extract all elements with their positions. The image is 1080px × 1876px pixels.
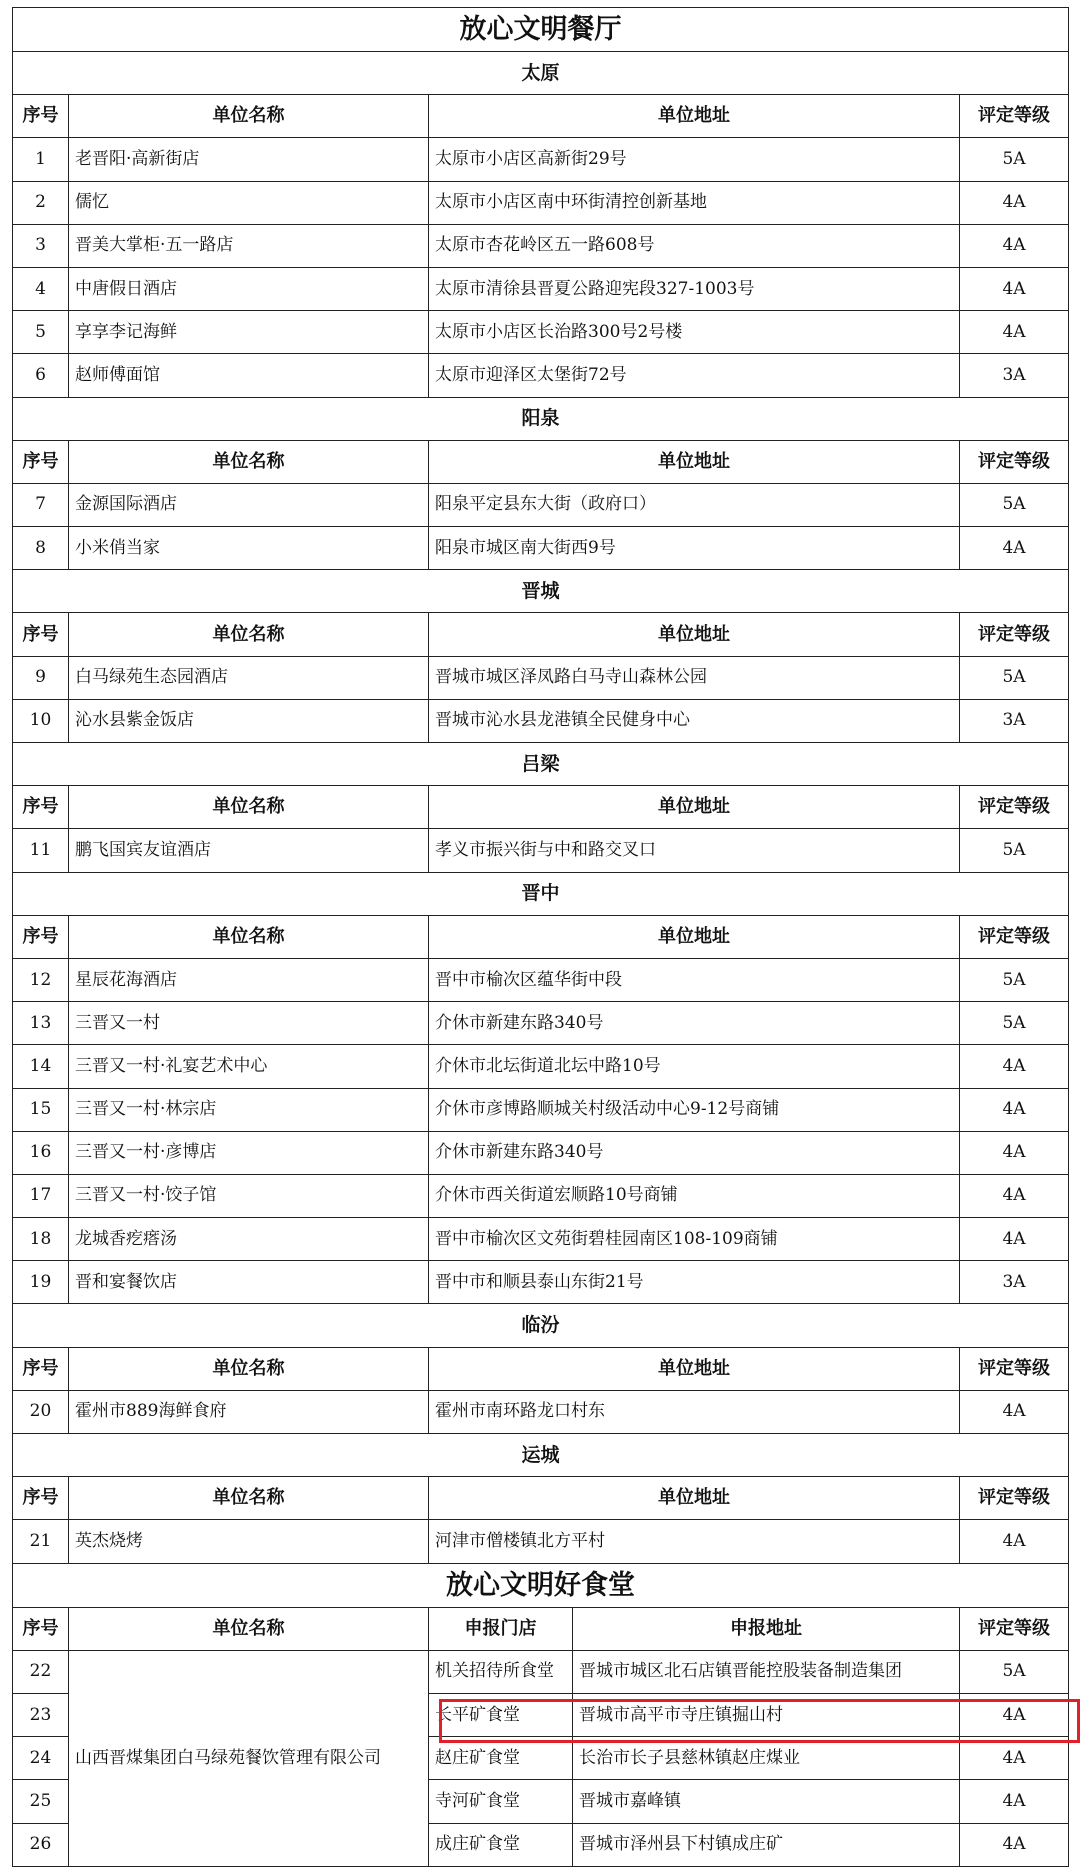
table-row	[13, 656, 1069, 699]
header-address: 单位地址	[429, 440, 960, 483]
row-index: 12	[13, 958, 69, 1001]
table-row	[13, 1261, 1069, 1304]
rating: 4A	[960, 1045, 1069, 1088]
unit-name: 白马绿苑生态园酒店	[69, 656, 429, 699]
table-row	[13, 311, 1069, 354]
unit-address: 晋城市城区泽凤路白马寺山森林公园	[429, 656, 960, 699]
unit-address: 晋中市榆次区蕴华街中段	[429, 958, 960, 1001]
row-index: 23	[13, 1693, 69, 1736]
rating: 4A	[960, 267, 1069, 310]
region-name: 阳泉	[13, 397, 1069, 440]
store-name: 机关招待所食堂	[429, 1650, 573, 1693]
store-address: 晋城市嘉峰镇	[573, 1780, 960, 1823]
header-rating: 评定等级	[960, 440, 1069, 483]
rating: 4A	[960, 1823, 1069, 1866]
row-index: 5	[13, 311, 69, 354]
store-name: 寺河矿食堂	[429, 1780, 573, 1823]
table-row	[13, 958, 1069, 1001]
header-row	[13, 1347, 1069, 1390]
unit-address: 阳泉平定县东大街（政府口）	[429, 483, 960, 526]
unit-name: 金源国际酒店	[69, 483, 429, 526]
table-row	[13, 354, 1069, 397]
unit-address: 介休市新建东路340号	[429, 1002, 960, 1045]
rating: 4A	[960, 1780, 1069, 1823]
rating: 5A	[960, 829, 1069, 872]
table-row	[13, 1174, 1069, 1217]
table-row	[13, 1045, 1069, 1088]
rating: 5A	[960, 656, 1069, 699]
rating: 3A	[960, 699, 1069, 742]
unit-name: 三晋又一村·饺子馆	[69, 1174, 429, 1217]
row-index: 18	[13, 1218, 69, 1261]
header-unit-name: 单位名称	[69, 786, 429, 829]
table-row	[13, 1088, 1069, 1131]
header-unit-name: 单位名称	[69, 1477, 429, 1520]
header-address: 单位地址	[429, 915, 960, 958]
rating: 4A	[960, 1390, 1069, 1433]
table-row	[13, 829, 1069, 872]
row-index: 9	[13, 656, 69, 699]
header-rating: 评定等级	[960, 1607, 1069, 1650]
header-unit-name: 单位名称	[69, 1347, 429, 1390]
row-index: 10	[13, 699, 69, 742]
header-row	[13, 1477, 1069, 1520]
unit-name: 小米俏当家	[69, 527, 429, 570]
rating-table-body	[13, 8, 1069, 1867]
row-index: 1	[13, 138, 69, 181]
rating: 4A	[960, 1737, 1069, 1780]
region-name: 临汾	[13, 1304, 1069, 1347]
rating: 4A	[960, 527, 1069, 570]
section-title-row	[13, 8, 1069, 52]
region-name: 吕梁	[13, 743, 1069, 786]
header-address: 单位地址	[429, 1477, 960, 1520]
unit-address: 太原市杏花岭区五一路608号	[429, 224, 960, 267]
table-row	[13, 1390, 1069, 1433]
header-address: 单位地址	[429, 1347, 960, 1390]
store-address: 长治市长子县慈林镇赵庄煤业	[573, 1737, 960, 1780]
rating-sheet	[12, 7, 1068, 1867]
unit-address: 介休市北坛街道北坛中路10号	[429, 1045, 960, 1088]
rating: 4A	[960, 181, 1069, 224]
rating: 4A	[960, 1131, 1069, 1174]
row-index: 3	[13, 224, 69, 267]
rating: 5A	[960, 138, 1069, 181]
unit-address: 太原市迎泽区太堡街72号	[429, 354, 960, 397]
header-row	[13, 95, 1069, 138]
unit-address: 孝义市振兴街与中和路交叉口	[429, 829, 960, 872]
header-index: 序号	[13, 1607, 69, 1650]
unit-address: 晋中市榆次区文苑街碧桂园南区108-109商铺	[429, 1218, 960, 1261]
header-index: 序号	[13, 786, 69, 829]
unit-name: 中唐假日酒店	[69, 267, 429, 310]
unit-name: 山西晋煤集团白马绿苑餐饮管理有限公司	[69, 1650, 429, 1866]
rating: 4A	[960, 311, 1069, 354]
unit-name: 晋美大掌柜·五一路店	[69, 224, 429, 267]
rating: 5A	[960, 958, 1069, 1001]
header-row	[13, 915, 1069, 958]
rating: 3A	[960, 354, 1069, 397]
unit-name: 晋和宴餐饮店	[69, 1261, 429, 1304]
header-rating: 评定等级	[960, 1347, 1069, 1390]
unit-address: 霍州市南环路龙口村东	[429, 1390, 960, 1433]
table-row	[13, 1520, 1069, 1563]
header-address: 申报地址	[573, 1607, 960, 1650]
table-row	[13, 1650, 1069, 1693]
row-index: 15	[13, 1088, 69, 1131]
header-unit-name: 单位名称	[69, 1607, 429, 1650]
region-name: 运城	[13, 1434, 1069, 1477]
rating: 4A	[960, 1174, 1069, 1217]
unit-address: 太原市小店区长治路300号2号楼	[429, 311, 960, 354]
section-title-row	[13, 1563, 1069, 1607]
table-row	[13, 1131, 1069, 1174]
store-address: 晋城市泽州县下村镇成庄矿	[573, 1823, 960, 1866]
section-title: 放心文明好食堂	[13, 1563, 1069, 1607]
row-index: 19	[13, 1261, 69, 1304]
region-name: 太原	[13, 52, 1069, 95]
unit-address: 太原市小店区南中环街清控创新基地	[429, 181, 960, 224]
header-rating: 评定等级	[960, 613, 1069, 656]
unit-name: 三晋又一村·礼宴艺术中心	[69, 1045, 429, 1088]
row-index: 25	[13, 1780, 69, 1823]
rating: 4A	[960, 1088, 1069, 1131]
region-row	[13, 1304, 1069, 1347]
header-unit-name: 单位名称	[69, 915, 429, 958]
store-name: 成庄矿食堂	[429, 1823, 573, 1866]
unit-address: 河津市僧楼镇北方平村	[429, 1520, 960, 1563]
store-name: 赵庄矿食堂	[429, 1737, 573, 1780]
row-index: 14	[13, 1045, 69, 1088]
rating: 5A	[960, 1650, 1069, 1693]
unit-address: 太原市清徐县晋夏公路迎宪段327-1003号	[429, 267, 960, 310]
unit-name: 鹏飞国宾友谊酒店	[69, 829, 429, 872]
rating: 4A	[960, 1693, 1069, 1736]
region-row	[13, 1434, 1069, 1477]
row-index: 22	[13, 1650, 69, 1693]
rating: 5A	[960, 1002, 1069, 1045]
unit-address: 太原市小店区高新街29号	[429, 138, 960, 181]
store-address: 晋城市城区北石店镇晋能控股装备制造集团	[573, 1650, 960, 1693]
header-index: 序号	[13, 613, 69, 656]
row-index: 13	[13, 1002, 69, 1045]
header-address: 单位地址	[429, 95, 960, 138]
region-row	[13, 743, 1069, 786]
header-index: 序号	[13, 1477, 69, 1520]
header-index: 序号	[13, 95, 69, 138]
header-unit-name: 单位名称	[69, 613, 429, 656]
table-row	[13, 224, 1069, 267]
region-row	[13, 872, 1069, 915]
unit-name: 英杰烧烤	[69, 1520, 429, 1563]
unit-address: 晋中市和顺县泰山东街21号	[429, 1261, 960, 1304]
table-row	[13, 267, 1069, 310]
header-store: 申报门店	[429, 1607, 573, 1650]
table-row	[13, 181, 1069, 224]
rating-table	[12, 7, 1069, 1867]
unit-address: 介休市彦博路顺城关村级活动中心9-12号商铺	[429, 1088, 960, 1131]
row-index: 17	[13, 1174, 69, 1217]
row-index: 11	[13, 829, 69, 872]
table-row	[13, 1002, 1069, 1045]
header-row	[13, 786, 1069, 829]
header-address: 单位地址	[429, 786, 960, 829]
unit-name: 儒忆	[69, 181, 429, 224]
header-index: 序号	[13, 440, 69, 483]
row-index: 4	[13, 267, 69, 310]
rating: 4A	[960, 1520, 1069, 1563]
unit-address: 阳泉市城区南大街西9号	[429, 527, 960, 570]
region-row	[13, 52, 1069, 95]
unit-name: 沁水县紫金饭店	[69, 699, 429, 742]
header-address: 单位地址	[429, 613, 960, 656]
header-unit-name: 单位名称	[69, 440, 429, 483]
rating: 5A	[960, 483, 1069, 526]
row-index: 20	[13, 1390, 69, 1433]
unit-name: 龙城香疙瘩汤	[69, 1218, 429, 1261]
unit-name: 老晋阳·高新街店	[69, 138, 429, 181]
row-index: 24	[13, 1737, 69, 1780]
store-address: 晋城市高平市寺庄镇掘山村	[573, 1693, 960, 1736]
unit-name: 赵师傅面馆	[69, 354, 429, 397]
region-row	[13, 397, 1069, 440]
unit-name: 三晋又一村·彦博店	[69, 1131, 429, 1174]
rating: 4A	[960, 1218, 1069, 1261]
rating: 3A	[960, 1261, 1069, 1304]
row-index: 2	[13, 181, 69, 224]
table-row	[13, 138, 1069, 181]
row-index: 26	[13, 1823, 69, 1866]
row-index: 7	[13, 483, 69, 526]
header-row	[13, 1607, 1069, 1650]
unit-name: 三晋又一村	[69, 1002, 429, 1045]
region-row	[13, 570, 1069, 613]
header-index: 序号	[13, 1347, 69, 1390]
unit-name: 霍州市889海鲜食府	[69, 1390, 429, 1433]
header-rating: 评定等级	[960, 786, 1069, 829]
unit-address: 晋城市沁水县龙港镇全民健身中心	[429, 699, 960, 742]
unit-name: 三晋又一村·林宗店	[69, 1088, 429, 1131]
table-row	[13, 699, 1069, 742]
unit-address: 介休市西关街道宏顺路10号商铺	[429, 1174, 960, 1217]
region-name: 晋中	[13, 872, 1069, 915]
header-rating: 评定等级	[960, 95, 1069, 138]
header-row	[13, 613, 1069, 656]
section-title: 放心文明餐厅	[13, 8, 1069, 52]
unit-name: 享享李记海鲜	[69, 311, 429, 354]
row-index: 6	[13, 354, 69, 397]
header-row	[13, 440, 1069, 483]
table-row	[13, 527, 1069, 570]
unit-name: 星辰花海酒店	[69, 958, 429, 1001]
store-name: 长平矿食堂	[429, 1693, 573, 1736]
table-row	[13, 1218, 1069, 1261]
rating: 4A	[960, 224, 1069, 267]
row-index: 21	[13, 1520, 69, 1563]
unit-address: 介休市新建东路340号	[429, 1131, 960, 1174]
header-unit-name: 单位名称	[69, 95, 429, 138]
header-index: 序号	[13, 915, 69, 958]
table-row	[13, 483, 1069, 526]
header-rating: 评定等级	[960, 1477, 1069, 1520]
row-index: 8	[13, 527, 69, 570]
row-index: 16	[13, 1131, 69, 1174]
header-rating: 评定等级	[960, 915, 1069, 958]
region-name: 晋城	[13, 570, 1069, 613]
